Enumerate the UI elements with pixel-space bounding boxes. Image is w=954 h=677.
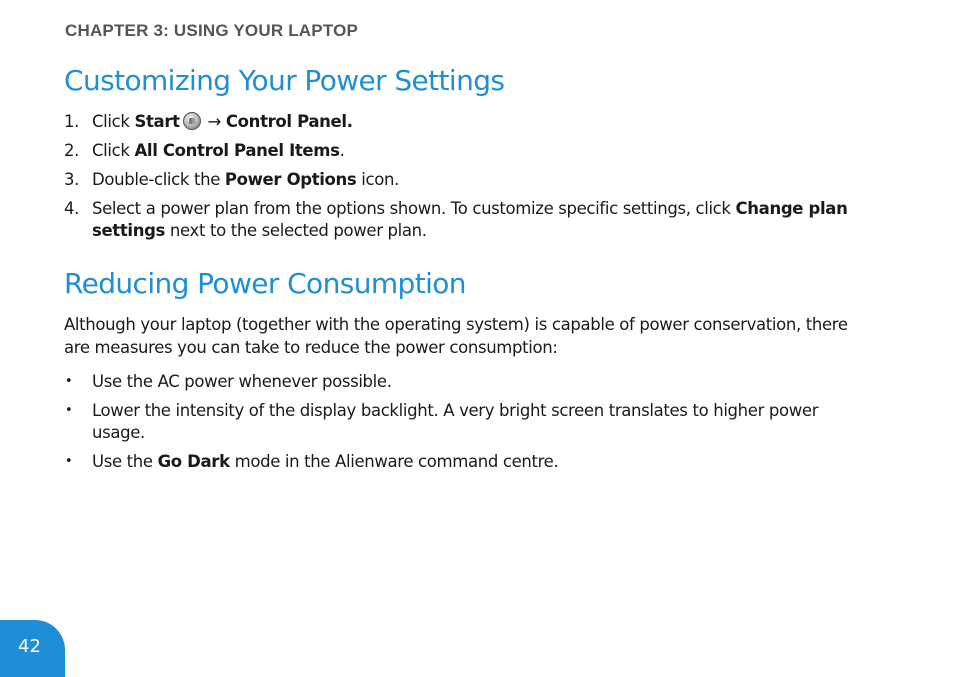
change-plan-settings-label: Change plan settings xyxy=(92,199,848,240)
go-dark-label: Go Dark xyxy=(157,452,230,471)
step-text: Click xyxy=(92,141,135,160)
bullet-marker: • xyxy=(65,403,73,418)
power-consumption-intro: Although your laptop (together with the operating system) is capable of power conservation, there are measures you can take to reduce the power consumption: xyxy=(64,315,848,357)
start-label: Start xyxy=(134,112,180,131)
bullet-marker: • xyxy=(65,454,73,469)
bullet-text: Lower the intensity of the display backlight. A very bright screen translates to higher power usage. xyxy=(92,401,819,442)
power-consumption-tips xyxy=(64,371,864,480)
bullet-text: mode in the Alienware command centre. xyxy=(229,452,559,471)
step-item xyxy=(64,198,864,242)
step-number: 3. xyxy=(64,170,80,189)
step-text: next to the selected power plan. xyxy=(165,221,427,240)
step-item xyxy=(64,140,864,162)
page-number-tab xyxy=(0,620,65,677)
step-text: Double-click the xyxy=(92,170,225,189)
bullet-item xyxy=(64,400,864,444)
step-number: 1. xyxy=(64,112,80,131)
bullet-marker: • xyxy=(65,374,73,389)
section-title-power-consumption: Reducing Power Consumption xyxy=(64,267,466,300)
page-number: 42 xyxy=(18,636,41,657)
arrow-text: → xyxy=(202,112,226,131)
all-control-panel-items-label: All Control Panel Items xyxy=(134,141,340,160)
step-text: icon. xyxy=(356,170,400,189)
windows-start-orb-icon xyxy=(183,112,201,130)
step-item xyxy=(64,169,864,191)
step-text: Click xyxy=(92,112,135,131)
step-text: . xyxy=(339,141,345,160)
control-panel-label: Control Panel. xyxy=(225,112,353,131)
step-item xyxy=(64,111,864,133)
chapter-heading: CHAPTER 3: USING YOUR LAPTOP xyxy=(65,21,359,40)
power-options-label: Power Options xyxy=(224,170,357,189)
step-number: 2. xyxy=(64,141,80,160)
bullet-text: Use the xyxy=(92,452,158,471)
section-title-power-settings: Customizing Your Power Settings xyxy=(64,64,505,97)
bullet-text: Use the AC power whenever possible. xyxy=(92,372,392,391)
power-settings-steps xyxy=(64,111,864,249)
step-number: 4. xyxy=(64,199,80,218)
bullet-item xyxy=(64,451,864,473)
step-text: Select a power plan from the options shown. To customize specific settings, click xyxy=(92,199,736,218)
bullet-item xyxy=(64,371,864,393)
